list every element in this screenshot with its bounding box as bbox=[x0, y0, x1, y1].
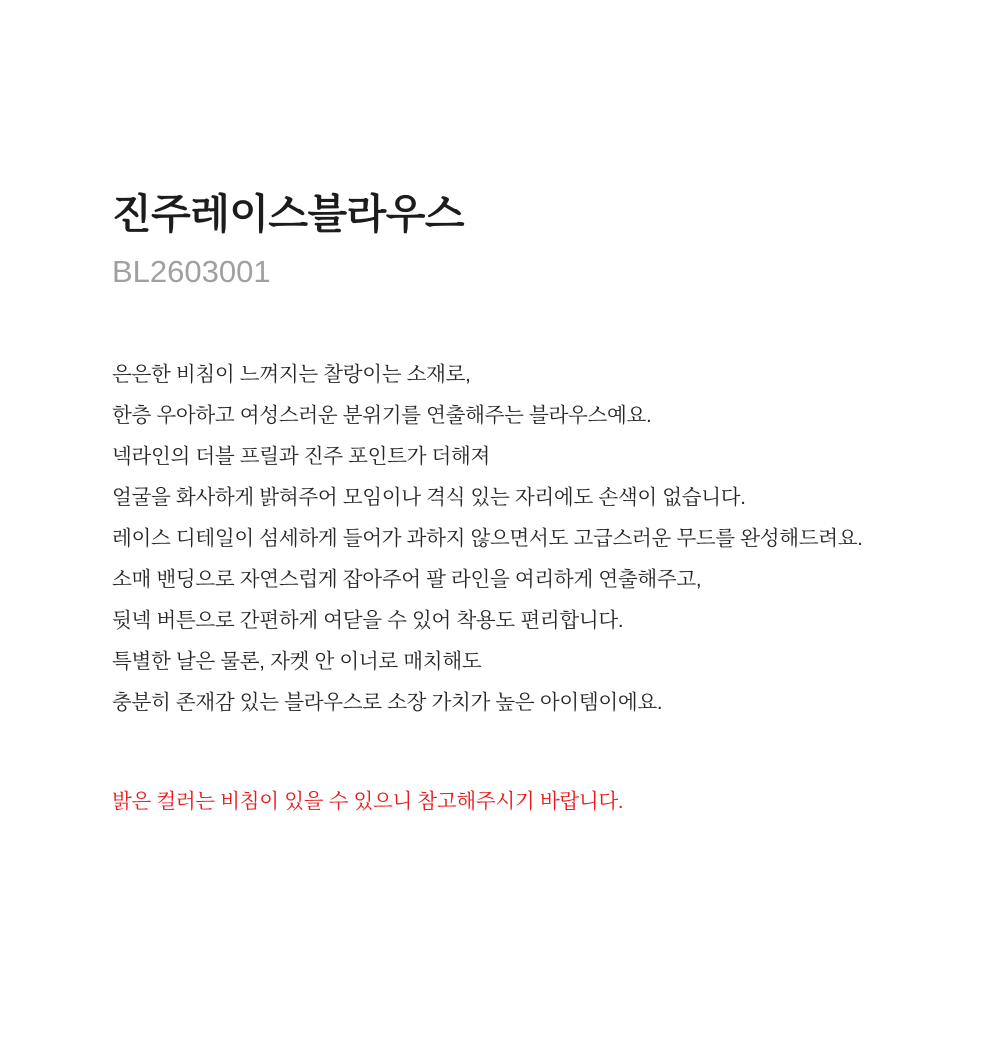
description-line: 충분히 존재감 있는 블라우스로 소장 가치가 높은 아이템이에요. bbox=[112, 690, 663, 714]
description-line: 뒷넥 버튼으로 간편하게 여닫을 수 있어 착용도 편리합니다. bbox=[112, 608, 624, 632]
product-notice bbox=[112, 781, 972, 822]
product-info-block bbox=[112, 190, 972, 822]
description-line: 특별한 날은 물론, 자켓 안 이너로 매치해도 bbox=[112, 649, 482, 673]
description-line: 넥라인의 더블 프릴과 진주 포인트가 더해져 bbox=[112, 444, 491, 468]
page-title: 진주레이스블라우스 bbox=[112, 191, 464, 237]
product-code: BL2603001 bbox=[112, 254, 271, 290]
product-description bbox=[112, 354, 972, 723]
description-line: 소매 밴딩으로 자연스럽게 잡아주어 팔 라인을 여리하게 연출해주고, bbox=[112, 567, 702, 591]
description-line: 은은한 비침이 느껴지는 찰랑이는 소재로, bbox=[112, 362, 471, 386]
description-line: 한층 우아하고 여성스러운 분위기를 연출해주는 블라우스예요. bbox=[112, 403, 652, 427]
description-line: 얼굴을 화사하게 밝혀주어 모임이나 격식 있는 자리에도 손색이 없습니다. bbox=[112, 485, 746, 509]
description-line: 레이스 디테일이 섬세하게 들어가 과하지 않으면서도 고급스러운 무드를 완성해드려요. bbox=[112, 526, 863, 550]
notice-line: 밝은 컬러는 비침이 있을 수 있으니 참고해주시기 바랍니다. bbox=[112, 789, 624, 813]
